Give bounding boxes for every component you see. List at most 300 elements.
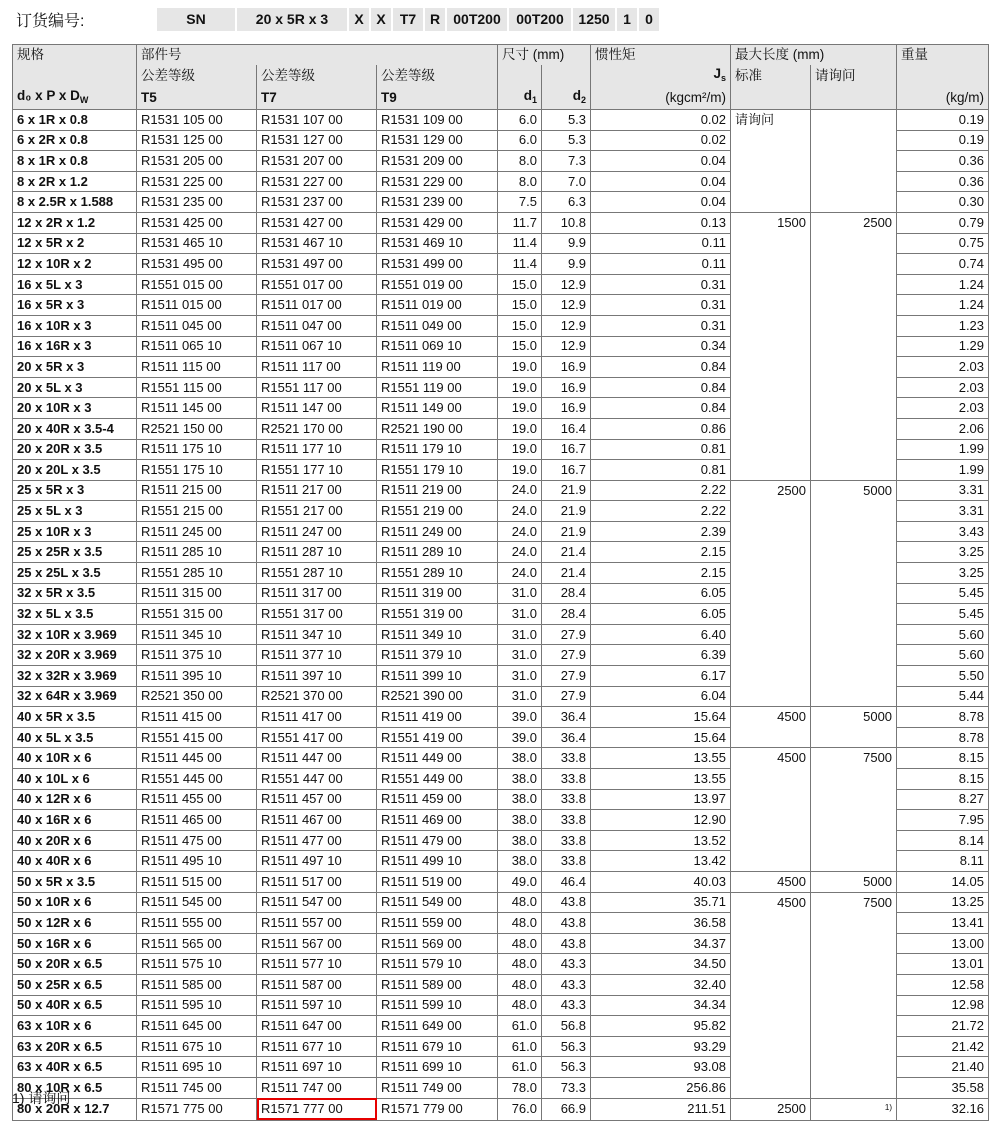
t5-part-cell: R1511 245 00: [137, 521, 257, 542]
t7-part-cell: R1511 477 00: [257, 830, 377, 851]
order-number-row: [12, 6, 988, 34]
t5-part-cell: R1531 495 00: [137, 254, 257, 275]
d1-cell: 78.0: [498, 1077, 542, 1098]
t9-part-cell: R1511 699 10: [377, 1057, 498, 1078]
max-length-standard-cell: [731, 1057, 811, 1078]
table-body: [13, 110, 989, 1121]
header-t5: T5: [137, 87, 257, 110]
max-length-standard-cell: [731, 192, 811, 213]
table-row: [13, 624, 989, 645]
t9-part-cell: R1511 459 00: [377, 789, 498, 810]
t7-part-cell: R1511 517 00: [257, 871, 377, 892]
weight-cell: 21.40: [897, 1057, 989, 1078]
inertia-cell: 0.31: [591, 315, 731, 336]
header-d2: $d_2$: [542, 87, 591, 110]
d1-cell: 61.0: [498, 1036, 542, 1057]
d1-cell: 31.0: [498, 686, 542, 707]
max-length-standard-cell: [731, 974, 811, 995]
spec-cell: 12 x 10R x 2: [13, 254, 137, 275]
max-length-ask-cell: [811, 604, 897, 625]
table-row: [13, 192, 989, 213]
d1-cell: 6.0: [498, 130, 542, 151]
t5-part-cell: R1511 445 00: [137, 748, 257, 769]
max-length-standard-cell: [731, 357, 811, 378]
t7-part-cell: R1511 447 00: [257, 748, 377, 769]
t7-part-cell: R1511 067 10: [257, 336, 377, 357]
inertia-cell: 35.71: [591, 892, 731, 913]
t9-part-cell: R1551 019 00: [377, 274, 498, 295]
max-length-standard-cell: [731, 254, 811, 275]
t5-part-cell: R1511 495 10: [137, 851, 257, 872]
header-blank: [731, 87, 811, 110]
spec-cell: 32 x 20R x 3.969: [13, 645, 137, 666]
table-row: [13, 418, 989, 439]
d2-cell: 21.9: [542, 501, 591, 522]
weight-cell: 1.24: [897, 274, 989, 295]
max-length-standard-cell: [731, 1036, 811, 1057]
t7-part-cell: R1511 457 00: [257, 789, 377, 810]
max-length-standard-cell: [731, 954, 811, 975]
t9-part-cell: R1531 469 10: [377, 233, 498, 254]
d1-cell: 48.0: [498, 892, 542, 913]
t7-part-cell: R2521 370 00: [257, 686, 377, 707]
t5-part-cell: R1511 215 00: [137, 480, 257, 501]
table-row: [13, 666, 989, 687]
d2-cell: 21.9: [542, 480, 591, 501]
d1-cell: 38.0: [498, 748, 542, 769]
inertia-cell: 0.04: [591, 192, 731, 213]
weight-cell: 5.60: [897, 624, 989, 645]
spec-cell: 40 x 16R x 6: [13, 810, 137, 831]
t9-part-cell: R2521 390 00: [377, 686, 498, 707]
t5-part-cell: R1511 515 00: [137, 871, 257, 892]
spec-cell: 63 x 10R x 6: [13, 1016, 137, 1037]
inertia-cell: 13.52: [591, 830, 731, 851]
max-length-ask-cell: [811, 727, 897, 748]
spec-cell: 20 x 5L x 3: [13, 377, 137, 398]
max-length-ask-cell: [811, 233, 897, 254]
spec-cell: 63 x 20R x 6.5: [13, 1036, 137, 1057]
max-length-standard-cell: [731, 521, 811, 542]
spec-cell: 25 x 5L x 3: [13, 501, 137, 522]
t5-part-cell: R1551 115 00: [137, 377, 257, 398]
table-row: [13, 769, 989, 790]
t5-part-cell: R1511 395 10: [137, 666, 257, 687]
spec-cell: 50 x 10R x 6: [13, 892, 137, 913]
spec-cell: 20 x 5R x 3: [13, 357, 137, 378]
d1-cell: 24.0: [498, 501, 542, 522]
t9-part-cell: R1511 549 00: [377, 892, 498, 913]
t5-part-cell: R1551 015 00: [137, 274, 257, 295]
d2-cell: 16.9: [542, 377, 591, 398]
d2-cell: 12.9: [542, 295, 591, 316]
weight-cell: 14.05: [897, 871, 989, 892]
inertia-cell: 0.02: [591, 110, 731, 131]
max-length-standard-cell: [731, 130, 811, 151]
table-row: [13, 274, 989, 295]
t5-part-cell: R1511 555 00: [137, 913, 257, 934]
d1-cell: 31.0: [498, 624, 542, 645]
spec-cell: 80 x 20R x 12.7: [13, 1098, 137, 1120]
header-blank: [811, 87, 897, 110]
max-length-standard-cell: [731, 604, 811, 625]
t9-part-cell: R1511 499 10: [377, 851, 498, 872]
weight-cell: 8.15: [897, 769, 989, 790]
order-code-cell: 1250: [573, 8, 615, 31]
d2-cell: 73.3: [542, 1077, 591, 1098]
header-tolerance-t5: 公差等级: [137, 65, 257, 87]
weight-cell: 3.25: [897, 542, 989, 563]
weight-cell: 0.19: [897, 130, 989, 151]
max-length-ask-cell: [811, 151, 897, 172]
t9-part-cell: R1571 779 00: [377, 1098, 498, 1120]
d1-cell: 24.0: [498, 542, 542, 563]
max-length-ask-cell: [811, 1036, 897, 1057]
d2-cell: 28.4: [542, 583, 591, 604]
d1-cell: 31.0: [498, 583, 542, 604]
t7-part-cell: R1531 427 00: [257, 212, 377, 233]
table-row: [13, 460, 989, 481]
d2-cell: 33.8: [542, 789, 591, 810]
inertia-cell: 6.39: [591, 645, 731, 666]
t5-part-cell: R1511 145 00: [137, 398, 257, 419]
spec-cell: 32 x 64R x 3.969: [13, 686, 137, 707]
d2-cell: 43.3: [542, 954, 591, 975]
max-length-ask-cell: [811, 501, 897, 522]
max-length-standard-cell: [731, 851, 811, 872]
max-length-standard-cell: [731, 542, 811, 563]
weight-cell: 2.03: [897, 398, 989, 419]
t9-part-cell: R1551 219 00: [377, 501, 498, 522]
table-row: [13, 954, 989, 975]
t9-part-cell: R1531 209 00: [377, 151, 498, 172]
max-length-ask-cell: [811, 110, 897, 131]
inertia-cell: 34.50: [591, 954, 731, 975]
d1-cell: 48.0: [498, 995, 542, 1016]
t5-part-cell: R1531 235 00: [137, 192, 257, 213]
table-row: [13, 1077, 989, 1098]
t7-part-cell: R1511 247 00: [257, 521, 377, 542]
spec-cell: 32 x 5R x 3.5: [13, 583, 137, 604]
d2-cell: 43.8: [542, 933, 591, 954]
header-part-number: 部件号: [137, 45, 498, 66]
t7-part-cell: R1511 587 00: [257, 974, 377, 995]
t9-part-cell: R1511 649 00: [377, 1016, 498, 1037]
spec-cell: 40 x 10L x 6: [13, 769, 137, 790]
t7-part-cell: R1511 047 00: [257, 315, 377, 336]
table-row: [13, 1016, 989, 1037]
max-length-ask-cell: 5000: [811, 707, 897, 728]
t5-part-cell: R1511 285 10: [137, 542, 257, 563]
inertia-cell: 2.15: [591, 542, 731, 563]
inertia-cell: 0.13: [591, 212, 731, 233]
d1-cell: 19.0: [498, 418, 542, 439]
table-row: [13, 563, 989, 584]
max-length-ask-cell: 5000: [811, 480, 897, 501]
t9-part-cell: R1511 479 00: [377, 830, 498, 851]
t7-part-cell: R1551 447 00: [257, 769, 377, 790]
t9-part-cell: R1531 109 00: [377, 110, 498, 131]
order-code-cell: X: [349, 8, 369, 31]
max-length-standard-cell: [731, 1016, 811, 1037]
max-length-ask-cell: [811, 954, 897, 975]
spec-cell: 32 x 5L x 3.5: [13, 604, 137, 625]
header-ask: 请询问: [811, 65, 897, 87]
t7-part-cell: R1511 347 10: [257, 624, 377, 645]
d2-cell: 16.9: [542, 357, 591, 378]
table-row: [13, 748, 989, 769]
t9-part-cell: R1531 429 00: [377, 212, 498, 233]
d2-cell: 36.4: [542, 707, 591, 728]
t5-part-cell: R1551 175 10: [137, 460, 257, 481]
d1-cell: 7.5: [498, 192, 542, 213]
d2-cell: 16.4: [542, 418, 591, 439]
weight-cell: 8.78: [897, 707, 989, 728]
t9-part-cell: R1551 419 00: [377, 727, 498, 748]
t5-part-cell: R1551 315 00: [137, 604, 257, 625]
spec-cell: 16 x 5R x 3: [13, 295, 137, 316]
table-row: [13, 398, 989, 419]
d1-cell: 8.0: [498, 151, 542, 172]
t7-part-cell: R1531 127 00: [257, 130, 377, 151]
spec-cell: 32 x 10R x 3.969: [13, 624, 137, 645]
table-row: [13, 254, 989, 275]
header-max-length: 最大长度 (mm): [731, 45, 897, 66]
max-length-standard-cell: [731, 460, 811, 481]
t5-part-cell: R1511 045 00: [137, 315, 257, 336]
t9-part-cell: R1531 239 00: [377, 192, 498, 213]
table-row: [13, 1057, 989, 1078]
weight-cell: 0.19: [897, 110, 989, 131]
t5-part-cell: R1511 345 10: [137, 624, 257, 645]
d2-cell: 16.7: [542, 460, 591, 481]
inertia-cell: 15.64: [591, 727, 731, 748]
inertia-cell: 0.81: [591, 460, 731, 481]
max-length-standard-cell: [731, 830, 811, 851]
t7-part-cell: R1551 417 00: [257, 727, 377, 748]
table-row: [13, 480, 989, 501]
d1-cell: 24.0: [498, 480, 542, 501]
max-length-ask-cell: [811, 171, 897, 192]
max-length-ask-cell: [811, 830, 897, 851]
d2-cell: 56.8: [542, 1016, 591, 1037]
t7-part-cell: R1511 017 00: [257, 295, 377, 316]
t9-part-cell: R1511 319 00: [377, 583, 498, 604]
t7-part-cell: R1511 317 00: [257, 583, 377, 604]
max-length-ask-cell: [811, 1016, 897, 1037]
max-length-standard-cell: [731, 315, 811, 336]
max-length-ask-cell: [811, 583, 897, 604]
table-row: [13, 315, 989, 336]
header-blank: [13, 65, 137, 87]
spec-cell: 25 x 25L x 3.5: [13, 563, 137, 584]
inertia-cell: 0.84: [591, 357, 731, 378]
t9-part-cell: R1511 569 00: [377, 933, 498, 954]
spec-cell: 50 x 40R x 6.5: [13, 995, 137, 1016]
d2-cell: 21.9: [542, 521, 591, 542]
order-code-cell: SN: [157, 8, 235, 31]
table-row: [13, 974, 989, 995]
d1-cell: 15.0: [498, 336, 542, 357]
spec-cell: 8 x 2.5R x 1.588: [13, 192, 137, 213]
weight-cell: 32.16: [897, 1098, 989, 1120]
max-length-ask-cell: [811, 563, 897, 584]
header-standard: 标准: [731, 65, 811, 87]
inertia-cell: 93.08: [591, 1057, 731, 1078]
max-length-ask-cell: [811, 666, 897, 687]
weight-cell: 12.58: [897, 974, 989, 995]
inertia-cell: 34.34: [591, 995, 731, 1016]
weight-cell: 1.24: [897, 295, 989, 316]
d1-cell: 31.0: [498, 666, 542, 687]
t9-part-cell: R1551 319 00: [377, 604, 498, 625]
table-row: [13, 707, 989, 728]
spec-cell: 20 x 20L x 3.5: [13, 460, 137, 481]
inertia-cell: 0.11: [591, 233, 731, 254]
spec-cell: 50 x 12R x 6: [13, 913, 137, 934]
d2-cell: 12.9: [542, 336, 591, 357]
d2-cell: 9.9: [542, 254, 591, 275]
max-length-ask-cell: 2500: [811, 212, 897, 233]
spec-cell: 40 x 40R x 6: [13, 851, 137, 872]
inertia-cell: 0.04: [591, 171, 731, 192]
footnote: 1) 请询问: [12, 1090, 71, 1106]
order-code-cell: 20 x 5R x 3: [237, 8, 347, 31]
max-length-ask-cell: [811, 1057, 897, 1078]
weight-cell: 0.36: [897, 171, 989, 192]
weight-cell: 5.50: [897, 666, 989, 687]
spec-cell: 50 x 5R x 3.5: [13, 871, 137, 892]
spec-cell: 80 x 10R x 6.5: [13, 1077, 137, 1098]
d2-cell: 21.4: [542, 563, 591, 584]
max-length-ask-cell: [811, 521, 897, 542]
d2-cell: 27.9: [542, 686, 591, 707]
d1-cell: 49.0: [498, 871, 542, 892]
header-inertia: 惯性矩: [591, 45, 731, 66]
t9-part-cell: R1511 379 10: [377, 645, 498, 666]
d1-cell: 38.0: [498, 810, 542, 831]
d1-cell: 76.0: [498, 1098, 542, 1120]
t7-part-cell: R1531 227 00: [257, 171, 377, 192]
weight-cell: 5.45: [897, 583, 989, 604]
max-length-standard-cell: [731, 624, 811, 645]
d2-cell: 43.8: [542, 913, 591, 934]
d1-cell: 48.0: [498, 913, 542, 934]
max-length-standard-cell: [731, 418, 811, 439]
d1-cell: 19.0: [498, 439, 542, 460]
table-row: [13, 542, 989, 563]
t5-part-cell: R1511 745 00: [137, 1077, 257, 1098]
inertia-cell: 15.64: [591, 707, 731, 728]
spec-cell: 12 x 5R x 2: [13, 233, 137, 254]
inertia-cell: 211.51: [591, 1098, 731, 1120]
inertia-cell: 0.04: [591, 151, 731, 172]
max-length-standard-cell: [731, 913, 811, 934]
t7-part-cell: R1551 317 00: [257, 604, 377, 625]
inertia-cell: 0.84: [591, 377, 731, 398]
t5-part-cell: R1531 425 00: [137, 212, 257, 233]
d2-cell: 21.4: [542, 542, 591, 563]
t9-part-cell: R1551 119 00: [377, 377, 498, 398]
t7-part-cell: R1511 497 10: [257, 851, 377, 872]
spec-cell: 20 x 10R x 3: [13, 398, 137, 419]
t7-part-cell: R1511 397 10: [257, 666, 377, 687]
t5-part-cell: R1511 675 10: [137, 1036, 257, 1057]
spec-cell: 32 x 32R x 3.969: [13, 666, 137, 687]
d2-cell: 12.9: [542, 274, 591, 295]
t7-part-cell: R1511 557 00: [257, 913, 377, 934]
spec-table: [12, 44, 988, 1121]
table-row: [13, 810, 989, 831]
max-length-ask-cell: 7500: [811, 892, 897, 913]
t9-part-cell: R2521 190 00: [377, 418, 498, 439]
inertia-cell: 13.55: [591, 748, 731, 769]
d2-cell: 28.4: [542, 604, 591, 625]
max-length-ask-cell: [811, 686, 897, 707]
table-row: [13, 295, 989, 316]
t7-part-cell: R1511 577 10: [257, 954, 377, 975]
t9-part-cell: R1511 249 00: [377, 521, 498, 542]
weight-cell: 13.25: [897, 892, 989, 913]
t9-part-cell: R1511 069 10: [377, 336, 498, 357]
max-length-ask-cell: [811, 933, 897, 954]
inertia-cell: 0.86: [591, 418, 731, 439]
d2-cell: 9.9: [542, 233, 591, 254]
t5-part-cell: R1511 695 10: [137, 1057, 257, 1078]
max-length-ask-cell: [811, 974, 897, 995]
d1-cell: 31.0: [498, 645, 542, 666]
order-number-label: 订货编号:: [16, 13, 85, 30]
d1-cell: 48.0: [498, 933, 542, 954]
spec-cell: 25 x 10R x 3: [13, 521, 137, 542]
d2-cell: 16.7: [542, 439, 591, 460]
d1-cell: 19.0: [498, 377, 542, 398]
t7-part-cell: R1551 287 10: [257, 563, 377, 584]
d1-cell: 39.0: [498, 727, 542, 748]
d2-cell: 46.4: [542, 871, 591, 892]
t7-part-cell: R1531 497 00: [257, 254, 377, 275]
weight-cell: 0.79: [897, 212, 989, 233]
weight-cell: 8.27: [897, 789, 989, 810]
t5-part-cell: R1511 415 00: [137, 707, 257, 728]
d2-cell: 5.3: [542, 130, 591, 151]
d1-cell: 31.0: [498, 604, 542, 625]
t5-part-cell: R1551 215 00: [137, 501, 257, 522]
d1-cell: 48.0: [498, 974, 542, 995]
max-length-standard-cell: [731, 233, 811, 254]
d2-cell: 56.3: [542, 1036, 591, 1057]
max-length-standard-cell: [731, 501, 811, 522]
t5-part-cell: R1531 225 00: [137, 171, 257, 192]
max-length-ask-cell: [811, 789, 897, 810]
spec-cell: 40 x 5R x 3.5: [13, 707, 137, 728]
t9-part-cell: R1511 019 00: [377, 295, 498, 316]
table-row: [13, 521, 989, 542]
t5-part-cell: R1511 465 00: [137, 810, 257, 831]
d1-cell: 48.0: [498, 954, 542, 975]
max-length-standard-cell: [731, 995, 811, 1016]
table-row: [13, 171, 989, 192]
t9-part-cell: R1511 469 00: [377, 810, 498, 831]
t7-part-cell: R1511 597 10: [257, 995, 377, 1016]
weight-cell: 21.72: [897, 1016, 989, 1037]
t5-part-cell: R1511 455 00: [137, 789, 257, 810]
order-code-cell: 0: [639, 8, 659, 31]
weight-cell: 13.00: [897, 933, 989, 954]
table-row: [13, 212, 989, 233]
t9-part-cell: R1511 119 00: [377, 357, 498, 378]
d2-cell: 27.9: [542, 624, 591, 645]
